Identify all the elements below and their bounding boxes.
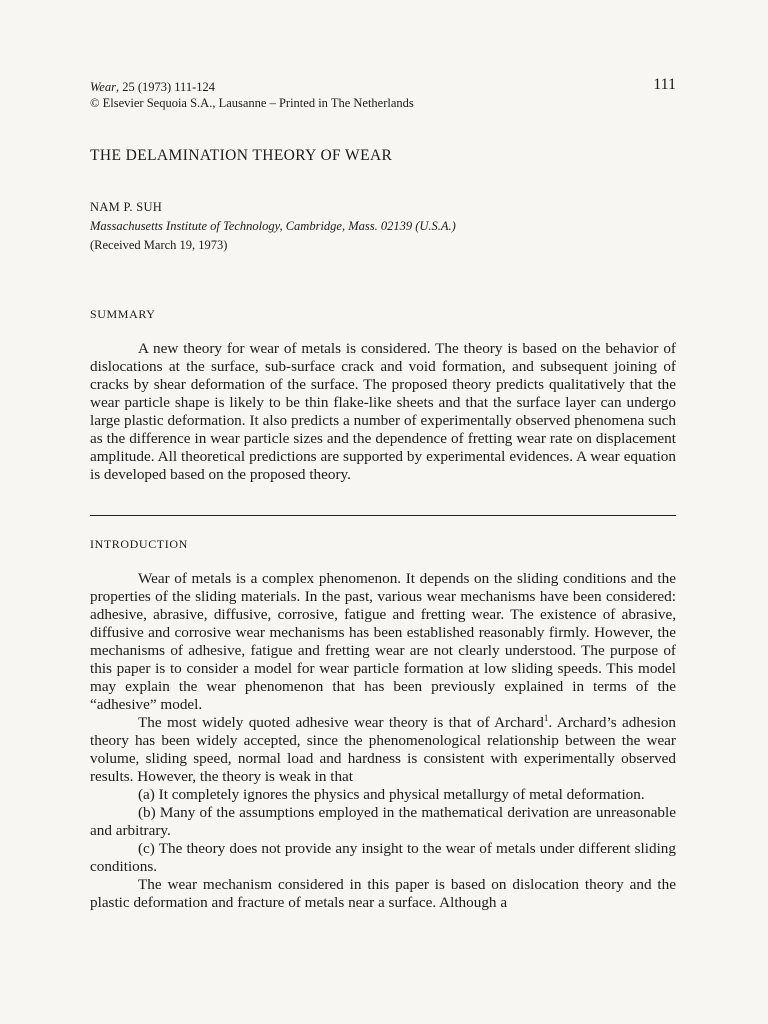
section-divider (90, 515, 676, 516)
journal-header (90, 79, 414, 111)
copyright-line: © Elsevier Sequoia S.A., Lausanne – Printed in The Netherlands (90, 96, 414, 110)
summary-section (90, 340, 676, 484)
intro-paragraph-1: Wear of metals is a complex phenomenon. It depends on the sliding conditions and the properties of the sliding materials. In the past, various wear mechanisms have been considered: adhesive, abrasive, diffusive, corrosive, fatigue and fretting wear. The existence of abrasive, diffusive and corrosive wear mechanisms has been established reasonably firmly. However, the mechanisms of adhesive, fatigue and fretting wear are not clearly understood. The purpose of this paper is to consider a model for wear particle formation at low sliding speeds. This model may explain the wear phenomenon that has been previously explained in terms of the “adhesive” model. (90, 570, 676, 713)
introduction-section (90, 570, 676, 912)
list-item-b: (b) Many of the assumptions employed in the mathematical derivation are unreasonable and arbitrary. (90, 804, 676, 839)
summary-heading: SUMMARY (90, 307, 156, 321)
summary-paragraph: A new theory for wear of metals is considered. The theory is based on the behavior of dislocations at the surface, sub-surface crack and void formation, and subsequent joining of cracks by shear deformation of the surface. The proposed theory predicts qualitatively that the wear particle shape is likely to be thin flake-like sheets and that the surface layer can undergo large plastic deformation. It also predicts a number of experimentally observed phenomena such as the difference in wear particle sizes and the dependence of fretting wear rate on displacement amplitude. All theoretical predictions are supported by experimental evidences. A wear equation is developed based on the proposed theory. (90, 340, 676, 483)
reference-marker: 1 (543, 712, 549, 723)
list-item-a: (a) It completely ignores the physics and physical metallurgy of metal deformation. (138, 786, 645, 803)
list-item-c: (c) The theory does not provide any insight to the wear of metals under different sliding conditions. (90, 840, 676, 875)
page-number: 111 (653, 76, 676, 93)
author-affiliation: Massachusetts Institute of Technology, Cambridge, Mass. 02139 (U.S.A.) (90, 219, 456, 233)
paragraph-text: The most widely quoted adhesive wear theory is that of Archard (138, 714, 544, 731)
intro-paragraph-2 (90, 714, 676, 786)
volume-info: , 25 (1973) 111-124 (115, 80, 215, 94)
author-name: NAM P. SUH (90, 200, 163, 214)
paragraph-text: . Archard’s adhesion theory has been widely accepted, since the phenomenological relationship between the wear volume, sliding speed, normal load and hardness is consistent with experimentally observed results. However, the theory is weak in that (90, 714, 677, 785)
citation-line (90, 79, 414, 95)
intro-paragraph-3: The wear mechanism considered in this paper is based on dislocation theory and the plastic deformation and fracture of metals near a surface. Although a (90, 876, 676, 911)
article-title: THE DELAMINATION THEORY OF WEAR (90, 147, 393, 164)
received-date: (Received March 19, 1973) (90, 238, 228, 252)
journal-name: Wear (90, 80, 116, 94)
introduction-heading: INTRODUCTION (90, 537, 188, 551)
